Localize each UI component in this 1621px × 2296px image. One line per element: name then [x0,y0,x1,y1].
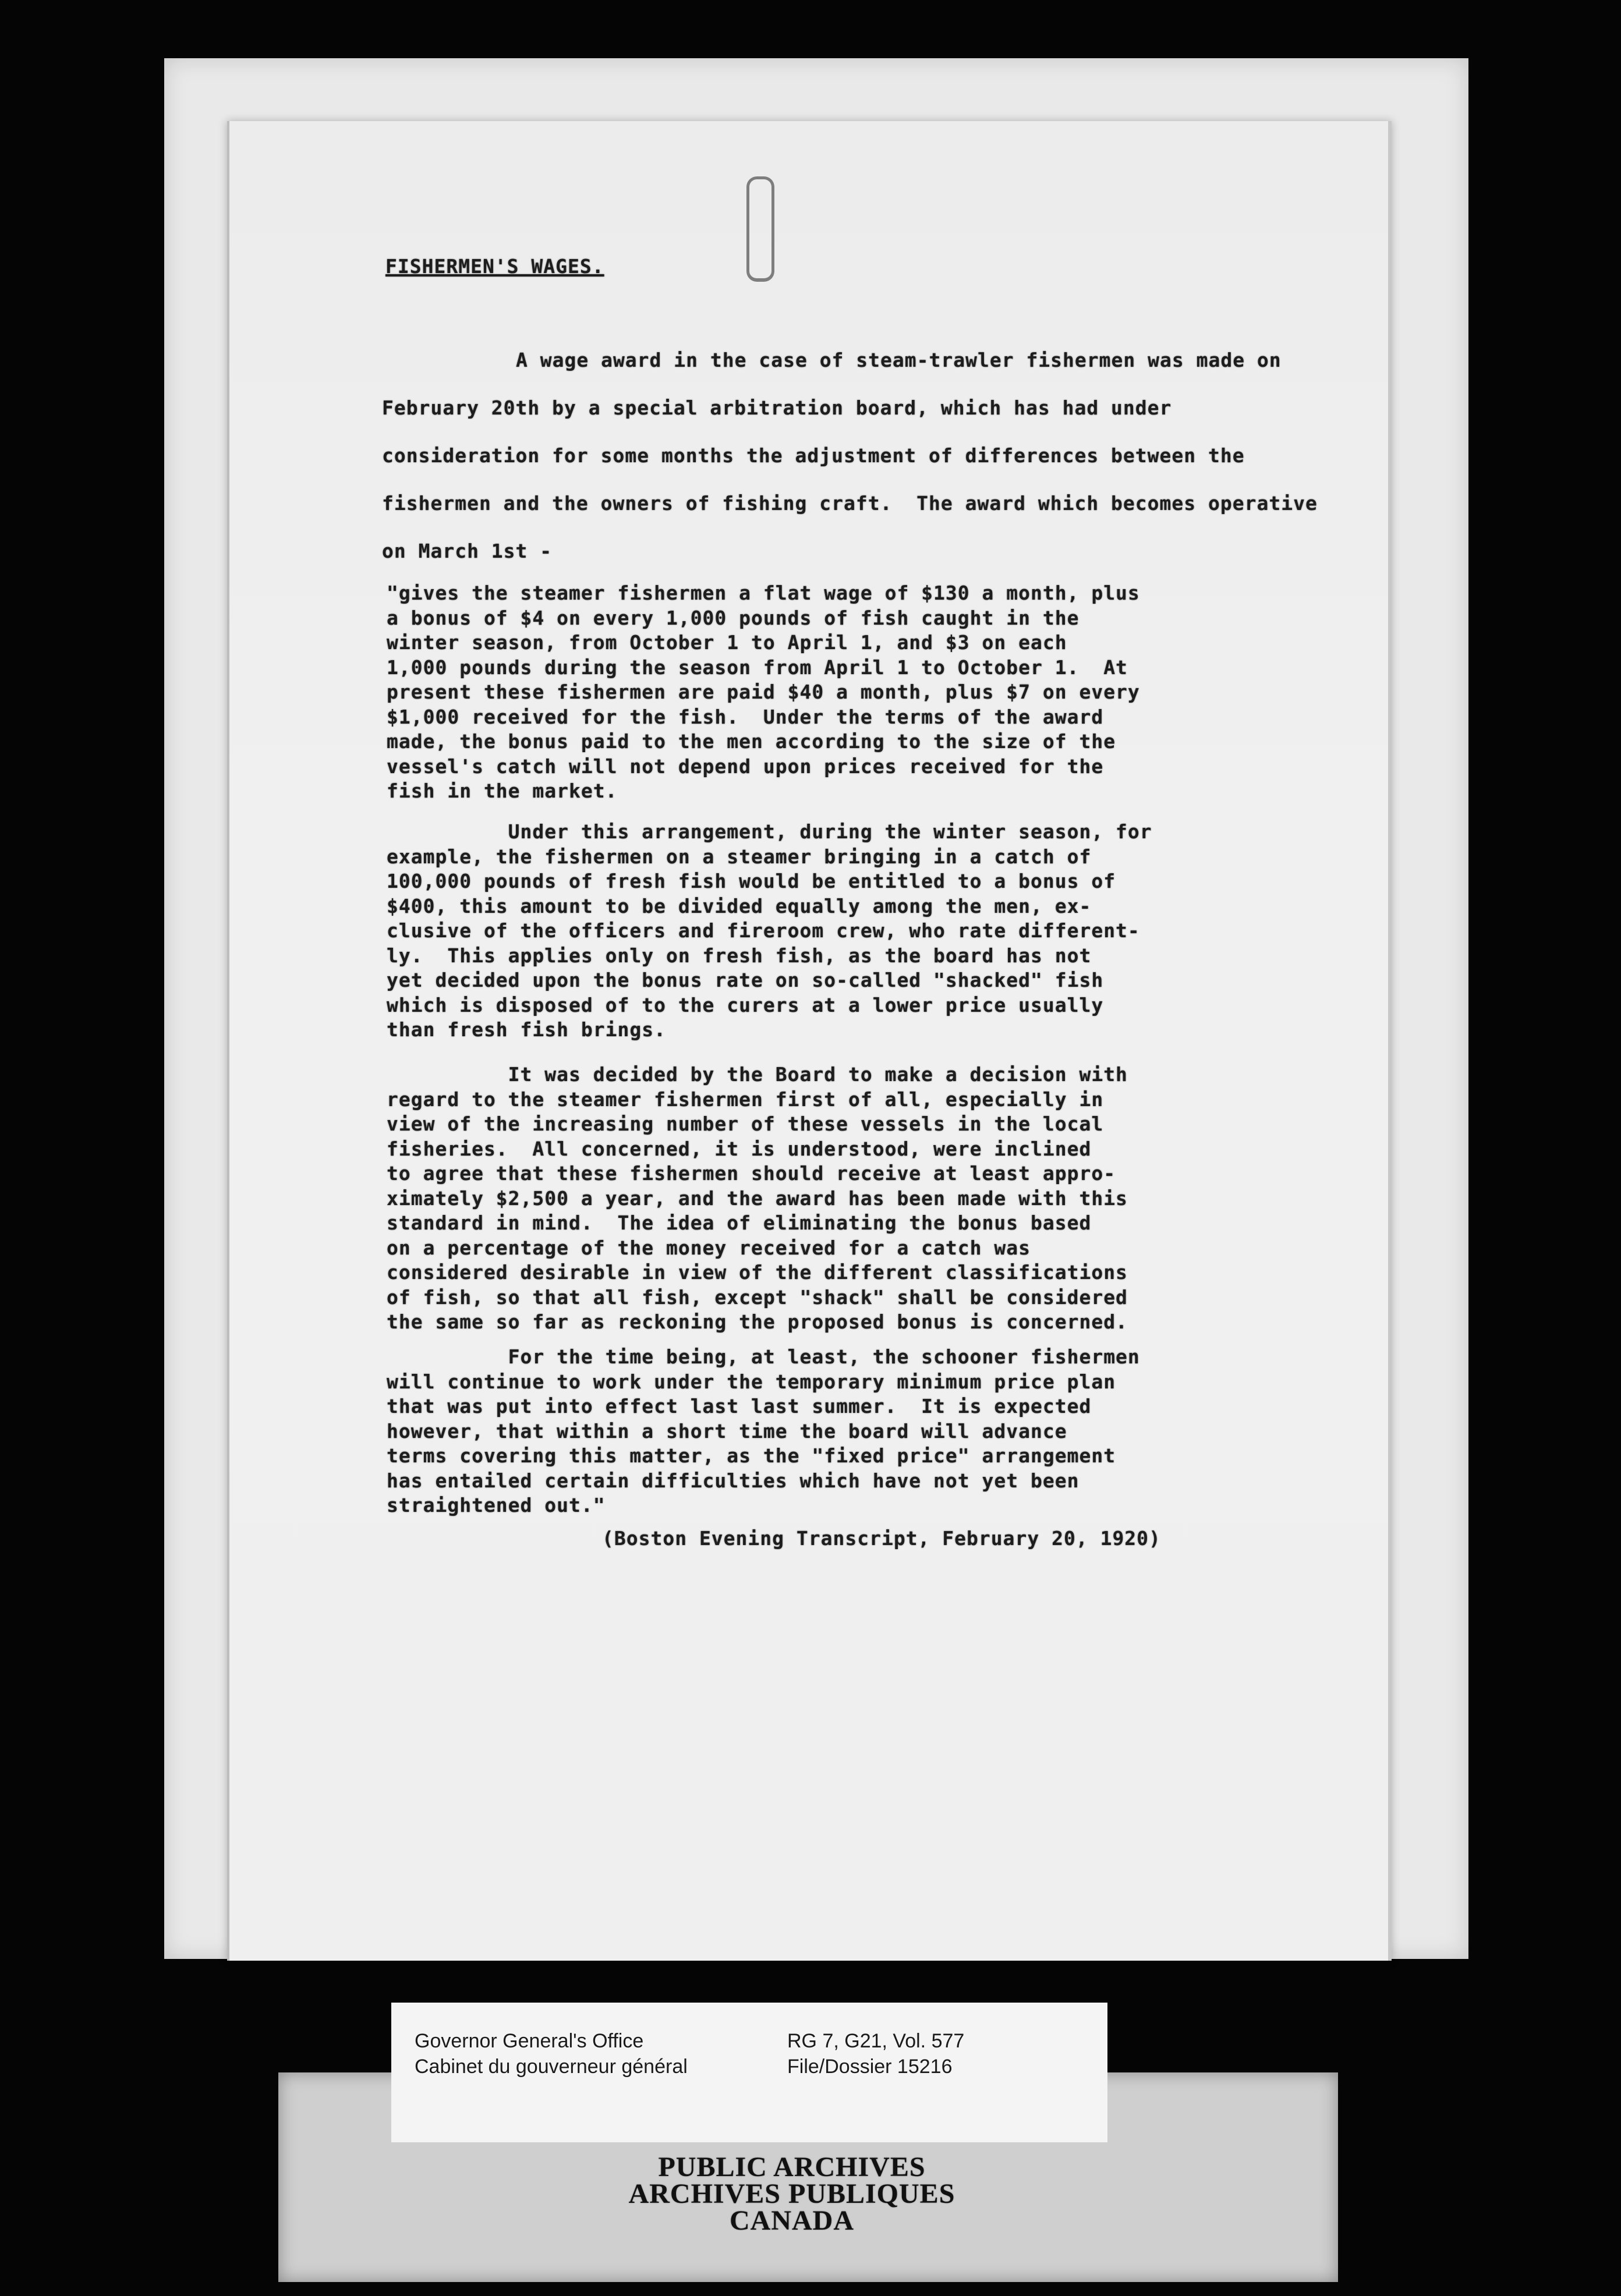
quote-paragraph-4: For the time being, at least, the schooner fishermen will continue to work under the temporary minimum price plan that was put into effect last last summer. It is expected however, that within a short time the board will advance terms covering this matter, as the "fixed price" arrangement has entailed certain difficulties which have not yet been straightened out." [387,1345,1140,1517]
quote-paragraph-3: It was decided by the Board to make a decision with regard to the steamer fishermen first of all, especially in view of the increasing number of these vessels in the local fisheries. All concerned, it is understood, were inclined to agree that these fishermen should receive at least appro- ximately $2,500 a year, and the award has been made with this standard in mind. The idea of eliminating the bonus based on a percentage of the money received for a catch was considered desirable in view of the different classifications of fish, so that all fish, except "shack" shall be considered the same so far as reckoning the proposed bonus is concerned. [387,1063,1128,1333]
archives-stamp-line-1: PUBLIC ARCHIVES [658,2152,926,2182]
file-number: File/Dossier 15216 [787,2056,953,2078]
paperclip-icon [746,176,774,282]
office-names [415,2028,688,2079]
record-group: RG 7, G21, Vol. 577 [787,2030,965,2052]
record-references [787,2028,964,2079]
quote-paragraph-2: Under this arrangement, during the winter season, for example, the fishermen on a steamer bringing in a catch of 100,000 pounds of fresh fish would be entitled to a bonus of $400, this amount to be divided equally among the men, ex- clusive of the officers and fireroom crew, who rate different- ly. This applies only on fresh fish, as the board has not yet decided upon the bonus rate on so-called "shacked" fish which is disposed of to the curers at a lower price usually than fresh fish brings. [387,820,1152,1041]
source-citation: (Boston Evening Transcript, February 20, 1920) [602,1527,1161,1550]
office-english: Governor General's Office [415,2030,644,2052]
intro-paragraph: A wage award in the case of steam-trawler fishermen was made on February 20th by a special arbitration board, which has had under consideration for some months the adjustment of differences between the fishermen and the owners of fishing craft. The award which becomes operative on March 1st - [382,349,1330,562]
public-archives-stamp [512,2154,1071,2241]
archives-stamp-line-2: ARCHIVES PUBLIQUES [628,2178,955,2209]
quote-paragraph-1: "gives the steamer fishermen a flat wage of $130 a month, plus a bonus of $4 on every 1,000 pounds of fish caught in the winter season, from October 1 to April 1, and $3 on each 1,000 pounds during the season from April 1 to October 1. At present these fishermen are paid $40 a month, plus $7 on every $1,000 received for the fish. Under the terms of the award made, the bonus paid to the men according to the size of the vessel's catch will not depend upon prices received for the fish in the market. [387,582,1140,802]
archive-reference-label [391,2003,1107,2142]
typed-page [227,121,1392,1961]
archives-stamp-line-3: CANADA [730,2205,854,2236]
office-french: Cabinet du gouverneur général [415,2056,688,2078]
document-heading: FISHERMEN'S WAGES. [385,255,604,278]
